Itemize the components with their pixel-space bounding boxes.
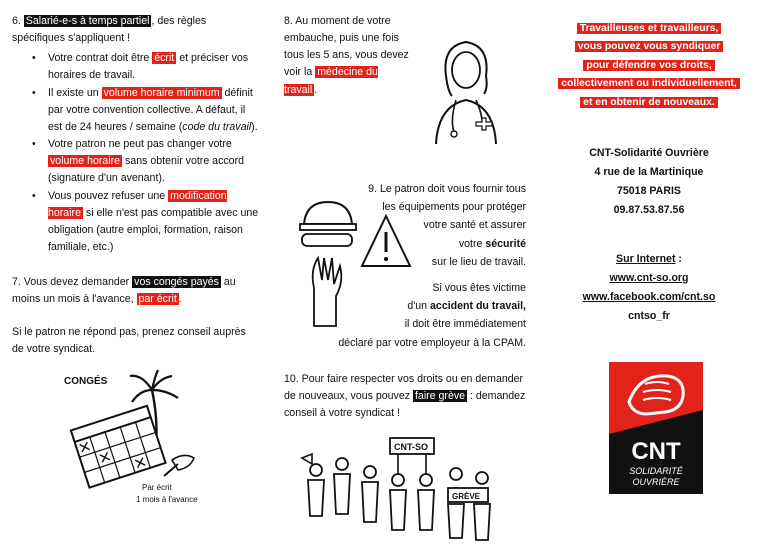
city: 75018 PARIS [617, 185, 681, 197]
sign-greve: GRÈVE [452, 492, 481, 501]
site-link[interactable]: www.cnt-so.org [609, 272, 689, 284]
section-10: 10. Pour faire respecter vos droits ou en demander de nouveaux, vous pouvez faire grève : demandez conseil à votre syndicat ! [284, 373, 526, 420]
section-7: 7. Vous devez demander vos congés payés au moins un mois à l'avance, par écrit . [12, 276, 236, 306]
section-7-note: Si le patron ne répond pas, prenez conseil auprès de votre syndicat. [12, 325, 246, 355]
cnt-logo [609, 362, 703, 494]
section-6-list [12, 50, 260, 256]
conges-note-2: 1 mois à l'avance [136, 495, 198, 504]
section-9: 9. Le patron doit vous fournir tous les équipements pour protéger votre santé et assurer votre sécurité sur le lieu de travail. Si vous êtes victime d'un accident du travail, il doit être immédiatement déclaré par votre employeur à la CPAM. [338, 183, 526, 349]
facebook-link[interactable]: www.facebook.com/cnt.so [582, 291, 716, 303]
logo-sub2: OUVRIÈRE [632, 477, 680, 487]
section-8: 8. Au moment de votre embauche, puis une fois tous les 5 ans, vous devez voir la médecine du travail . [284, 15, 409, 96]
conges-calendar-illustration [60, 368, 210, 508]
social-handle: cntso_fr [628, 310, 670, 322]
internet-links: Sur Internet : www.cnt-so.org www.facebook.com/cnt.so cntso_fr [560, 250, 738, 326]
logo-cnt-text: CNT [631, 438, 681, 465]
org-name: CNT-Solidarité Ouvrière [589, 147, 709, 159]
list-item: • Il existe un volume horaire minimum définit par votre convention collective. A défaut, il est de 24 heures / semaine (code du travail). [12, 85, 260, 136]
highlight-temps-partiel: Salarié-e-s à temps partiel [25, 15, 150, 27]
column-left [12, 13, 260, 358]
conges-note-1: Par écrit [142, 483, 172, 492]
section-6-intro: 6. Salarié-e-s à temps partiel , des règles spécifiques s'appliquent ! [12, 15, 207, 45]
contact-address [560, 144, 738, 220]
phone: 09.87.53.87.56 [613, 204, 685, 216]
sign-cnt-so: CNT-SO [394, 442, 429, 452]
syndicate-banner: Travailleuses et travailleurs, vous pouvez vous syndiquer pour défendre vos droits, collectivement ou individuellement, et en obtenir de nouveaux. [558, 20, 740, 112]
list-item: • Vous pouvez refuser une modification horaire si elle n'est pas compatible avec une obligation (autre emploi, formation, raison familiale, etc.) [12, 188, 260, 257]
list-item: • Votre patron ne peut pas changer votre volume horaire sans obtenir votre accord (signature d'un avenant). [12, 136, 260, 187]
street: 4 rue de la Martinique [594, 166, 704, 178]
logo-sub1: SOLIDARITÉ [629, 466, 683, 476]
doctor-illustration [426, 36, 506, 144]
internet-label: Sur Internet [616, 253, 676, 265]
conges-label: CONGÉS [64, 376, 108, 387]
strike-crowd-illustration [298, 434, 498, 546]
list-item: • Votre contrat doit être écrit et préciser vos horaires de travail. [12, 50, 260, 84]
